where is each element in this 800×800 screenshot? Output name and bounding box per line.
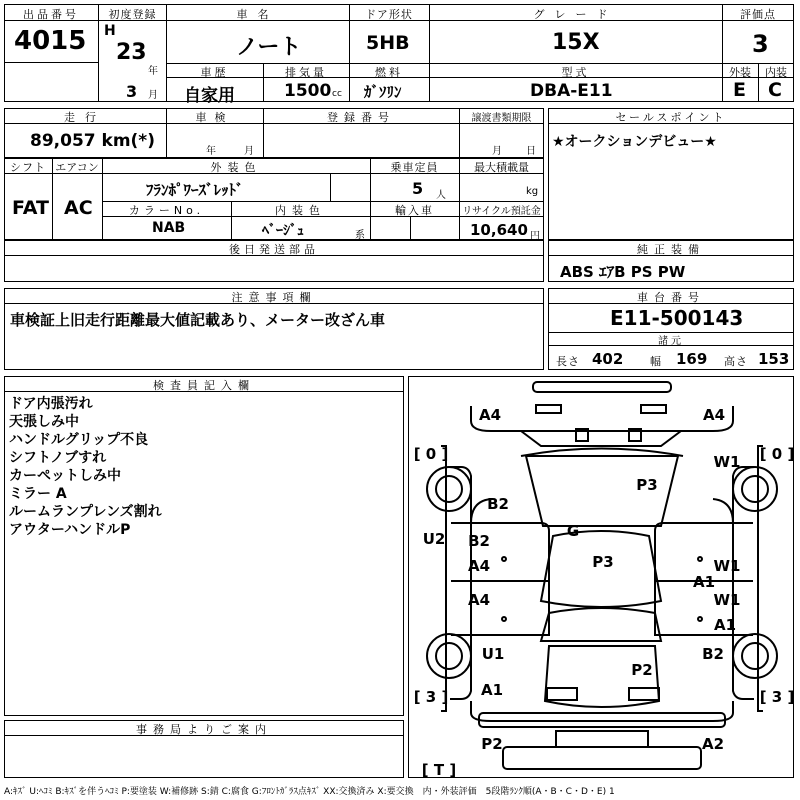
interior-color: ﾍﾞｰｼﾞｭ	[262, 223, 304, 239]
inspector-line: ルームランプレンズ割れ	[9, 504, 162, 520]
transfer-month-unit: 月	[492, 146, 505, 157]
ac: AC	[64, 197, 93, 219]
inspection-label: 車検	[195, 111, 234, 124]
damage-mark: W1	[713, 557, 741, 575]
shift: FAT	[12, 197, 49, 219]
reg-number-label: 登録番号	[327, 111, 395, 124]
displacement-label: 排気量	[285, 66, 327, 79]
mileage: 89,057 km(*)	[30, 131, 155, 151]
door-type: 5HB	[366, 32, 410, 54]
score-label: 評価点	[740, 8, 776, 21]
damage-mark: A1	[713, 616, 737, 634]
damage-mark: [ T ]	[421, 761, 457, 779]
displacement-unit: cc	[332, 89, 342, 99]
damage-mark: B2	[702, 645, 724, 663]
fuel-label: 燃料	[375, 66, 403, 79]
damage-mark: A4	[467, 591, 491, 609]
import-label: 輸入車	[395, 204, 434, 217]
inspector-notes	[9, 395, 162, 539]
first-reg-label: 初度登録	[108, 8, 157, 21]
recycle-fee: 10,640	[470, 221, 528, 239]
damage-mark: A1	[480, 681, 504, 699]
length-label: 長さ	[556, 355, 580, 368]
genuine-equipment: ABS ｴｱB PS PW	[560, 263, 686, 281]
inspector-line: ハンドルグリップ不良	[9, 432, 149, 448]
sales-point-section	[548, 108, 794, 240]
year-unit: 年	[148, 66, 161, 77]
int-label: 内装	[765, 66, 787, 79]
damage-mark: [ 3 ]	[413, 688, 449, 706]
sales-point: ★オークションデビュー★	[552, 134, 717, 150]
damage-mark: U1	[481, 645, 505, 663]
ext-score: E	[733, 79, 746, 101]
damage-mark: U2	[422, 530, 446, 548]
damage-diagram	[408, 376, 794, 778]
ext-label: 外装	[729, 66, 751, 79]
notes-text: 車検証上旧走行距離最大値記載あり、メーター改ざん車	[10, 311, 386, 329]
length: 402	[592, 350, 624, 368]
exterior-color: ﾌﾗﾝﾎﾟﾜｰｽﾞﾚｯﾄﾞ	[146, 181, 244, 199]
recycle-unit: 円	[530, 231, 540, 242]
height: 153	[758, 350, 790, 368]
damage-mark: [ 0 ]	[413, 445, 449, 463]
history-label: 車歴	[200, 66, 229, 79]
chassis-number: E11-500143	[610, 306, 744, 330]
model: DBA-E11	[530, 81, 613, 101]
history: 自家用	[184, 86, 235, 106]
width-label: 幅	[650, 355, 664, 368]
first-reg-month: 3	[126, 82, 138, 101]
transfer-label: 譲渡書類期限	[471, 113, 532, 124]
color-no: NAB	[152, 220, 186, 236]
month-unit: 月	[148, 90, 161, 101]
damage-mark: [ 3 ]	[759, 688, 795, 706]
first-reg-year: 23	[116, 40, 147, 65]
recycle-label: リサイクル預託金	[462, 206, 541, 217]
capacity-unit: 人	[436, 190, 449, 201]
inspector-line: アウターハンドルP	[9, 522, 131, 538]
damage-mark: A2	[701, 735, 725, 753]
damage-mark: A1	[692, 573, 716, 591]
car-diagram-svg	[409, 377, 795, 779]
damage-mark: P3	[636, 476, 658, 494]
later-parts-label: 後日発送部品	[229, 243, 319, 256]
transfer-day-unit: 日	[526, 146, 539, 157]
inspector-line: ドア内張汚れ	[9, 396, 93, 412]
damage-mark: A4	[478, 406, 502, 424]
color-no-label: カラーNo.	[128, 204, 205, 217]
exterior-color-label: 外装色	[210, 161, 262, 174]
chassis-label: 車台番号	[637, 291, 705, 304]
office-label: 事務局よりご案内	[136, 723, 272, 736]
damage-mark: [ 0 ]	[759, 445, 795, 463]
damage-mark: W1	[713, 453, 741, 471]
damage-mark: G	[566, 522, 580, 540]
height-label: 高さ	[724, 355, 748, 368]
spec-label: 諸元	[658, 336, 684, 347]
damage-mark: W1	[713, 591, 741, 609]
genuine-label: 純正装備	[637, 243, 705, 256]
score: 3	[752, 30, 769, 58]
displacement: 1500	[284, 81, 332, 101]
lot-number-label: 出品番号	[23, 8, 79, 21]
damage-mark: A4	[702, 406, 726, 424]
fuel: ｶﾞｿﾘﾝ	[364, 83, 402, 101]
door-label: ドア形状	[365, 8, 413, 21]
grade-label: グレード	[533, 8, 618, 21]
damage-mark: B2	[487, 495, 509, 513]
model-label: 型式	[561, 66, 590, 79]
damage-mark: P3	[592, 553, 614, 571]
grade: 15X	[552, 30, 600, 55]
mileage-label: 走行	[64, 111, 106, 124]
lot-number: 4015	[14, 26, 87, 56]
notes-label: 注意事項欄	[231, 291, 317, 304]
damage-mark: P2	[481, 735, 503, 753]
inspection-year-unit: 年	[206, 146, 219, 157]
capacity-label: 乗車定員	[390, 161, 439, 174]
inspector-line: シフトノブすれ	[9, 450, 107, 466]
shift-label: シフト	[10, 161, 46, 174]
int-score: C	[768, 79, 782, 101]
sales-point-label: セールスポイント	[615, 111, 727, 124]
damage-mark: B2	[468, 532, 490, 550]
inspection-month-unit: 月	[244, 146, 257, 157]
inspector-label: 検査員記入欄	[153, 379, 255, 392]
car-name: ノート	[236, 35, 302, 60]
legend: A:ｷｽﾞ U:ﾍｺﾐ B:ｷｽﾞを伴うﾍｺﾐ P:要塗装 W:補修跡 S:錆 C:腐食 G:ﾌﾛﾝﾄｶﾞﾗｽ点ｷｽﾞ XX:交換済み X:要交換 内・外装評価 5段階ﾗﾝｸ順(A・B・C・D・E) 1	[4, 787, 615, 797]
capacity: 5	[412, 179, 424, 198]
interior-color-label: 内装色	[275, 204, 326, 217]
max-load-label: 最大積載量	[474, 161, 529, 174]
damage-mark: P2	[631, 661, 653, 679]
interior-unit: 系	[355, 230, 368, 241]
max-load-unit: kg	[526, 186, 539, 197]
era: H	[104, 23, 116, 39]
damage-mark: A4	[467, 557, 491, 575]
width: 169	[676, 350, 708, 368]
inspector-line: カーペットしみ中	[9, 468, 121, 484]
inspector-line: 天張しみ中	[9, 414, 79, 430]
car-name-label: 車名	[236, 8, 279, 21]
inspector-line: ミラー A	[9, 486, 67, 502]
ac-label: エアコン	[55, 161, 99, 174]
